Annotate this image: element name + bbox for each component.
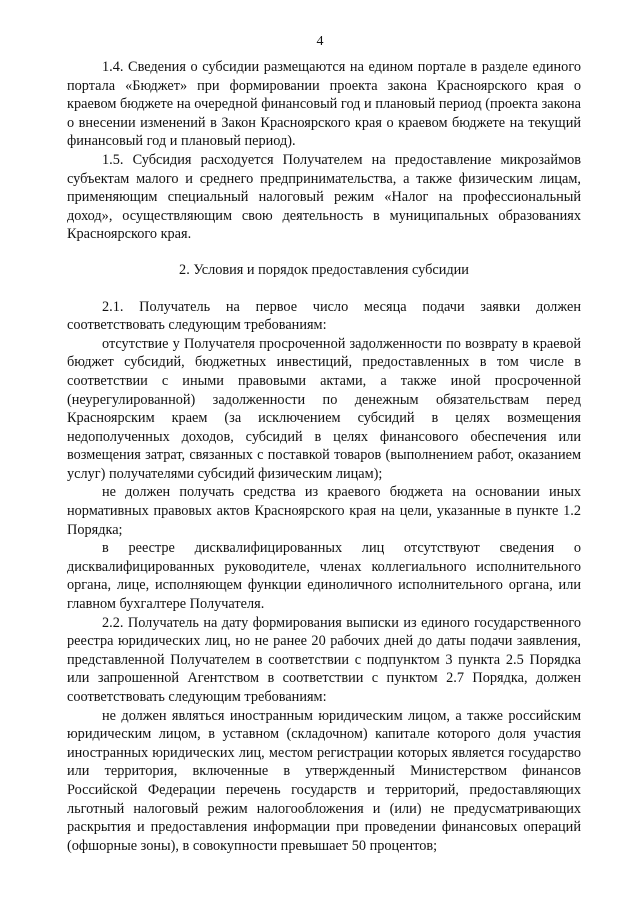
paragraph-2-1: 2.1. Получатель на первое число месяца подачи заявки должен соответствовать следующим требованиям: [67,298,581,334]
paragraph-1-5: 1.5. Субсидия расходуется Получателем на предоставление микрозаймов субъектам малого и среднего предпринимательства, а также физическим лицам, применяющим специальный налоговый режим «Налог на профессиональный доход», осуществляющим свою деятельность в муниципальных образованиях Красноярского края. [67,151,581,243]
paragraph-1-4: 1.4. Сведения о субсидии размещаются на едином портале в разделе единого портала «Бюджет» при формировании проекта закона Красноярского края о краевом бюджете на очередной финансовый год и плановый период (проекта закона о внесении изменений в Закон Красноярского края о краевом бюджете на текущий финансовый год и плановый период). [67,59,581,150]
paragraph-2-2: 2.2. Получатель на дату формирования выписки из единого государственного реестра юридических лиц, но не ранее 20 рабочих дней до даты подачи заявления, представленной Получателем в соответствии с подпунктом 3 пункта 2.5 Порядка или запрошенной Агентством в соответствии с пунктом 2.7 Порядка, должен соответствовать следующим требованиям: [67,614,581,705]
requirement-no-disqualification: в реестре дисквалифицированных лиц отсутствуют сведения о дисквалифицированных руководителе, членах коллегиального исполнительного органа, лице, исполняющем функции единоличного исполнительного органа, или главном бухгалтере Получателя. [67,540,581,613]
page-number: 4 [316,34,324,49]
section-heading: 2. Условия и порядок предоставления субсидии [179,261,469,278]
requirement-no-debt: отсутствие у Получателя просроченной задолженности по возврату в краевой бюджет субсидий, бюджетных инвестиций, предоставленных в том числе в соответствии с иными правовыми актами, а также иной просроченной (неурегулированной) задолженности по денежным обязательствам перед Красноярским краем (за исключением субсидий в целях возмещения недополученных доходов, субсидий в целях финансового обеспечения или возмещения затрат, связанных с поставкой товаров (выполнением работ, оказанием услуг) получателями субсидий физическим лицам); [67,335,581,482]
requirement-no-other-funds: не должен получать средства из краевого бюджета на основании иных нормативных правовых актов Красноярского края на цели, указанные в пункте 1.2 Порядка; [67,484,581,538]
document-body [67,58,581,855]
requirement-not-foreign-entity: не должен являться иностранным юридическим лицом, а также российским юридическим лицом, в уставном (складочном) капитале которого доля участия иностранных юридических лиц, местом регистрации которых является государство или территория, включенные в утвержденный Министерством финансов Российской Федерации перечень государств и территорий, предоставляющих льготный налоговый режим налогообложения и (или) не предусматривающих раскрытия и предоставления информации при проведении финансовых операций (офшорные зоны), в совокупности превышает 50 процентов; [67,707,581,854]
